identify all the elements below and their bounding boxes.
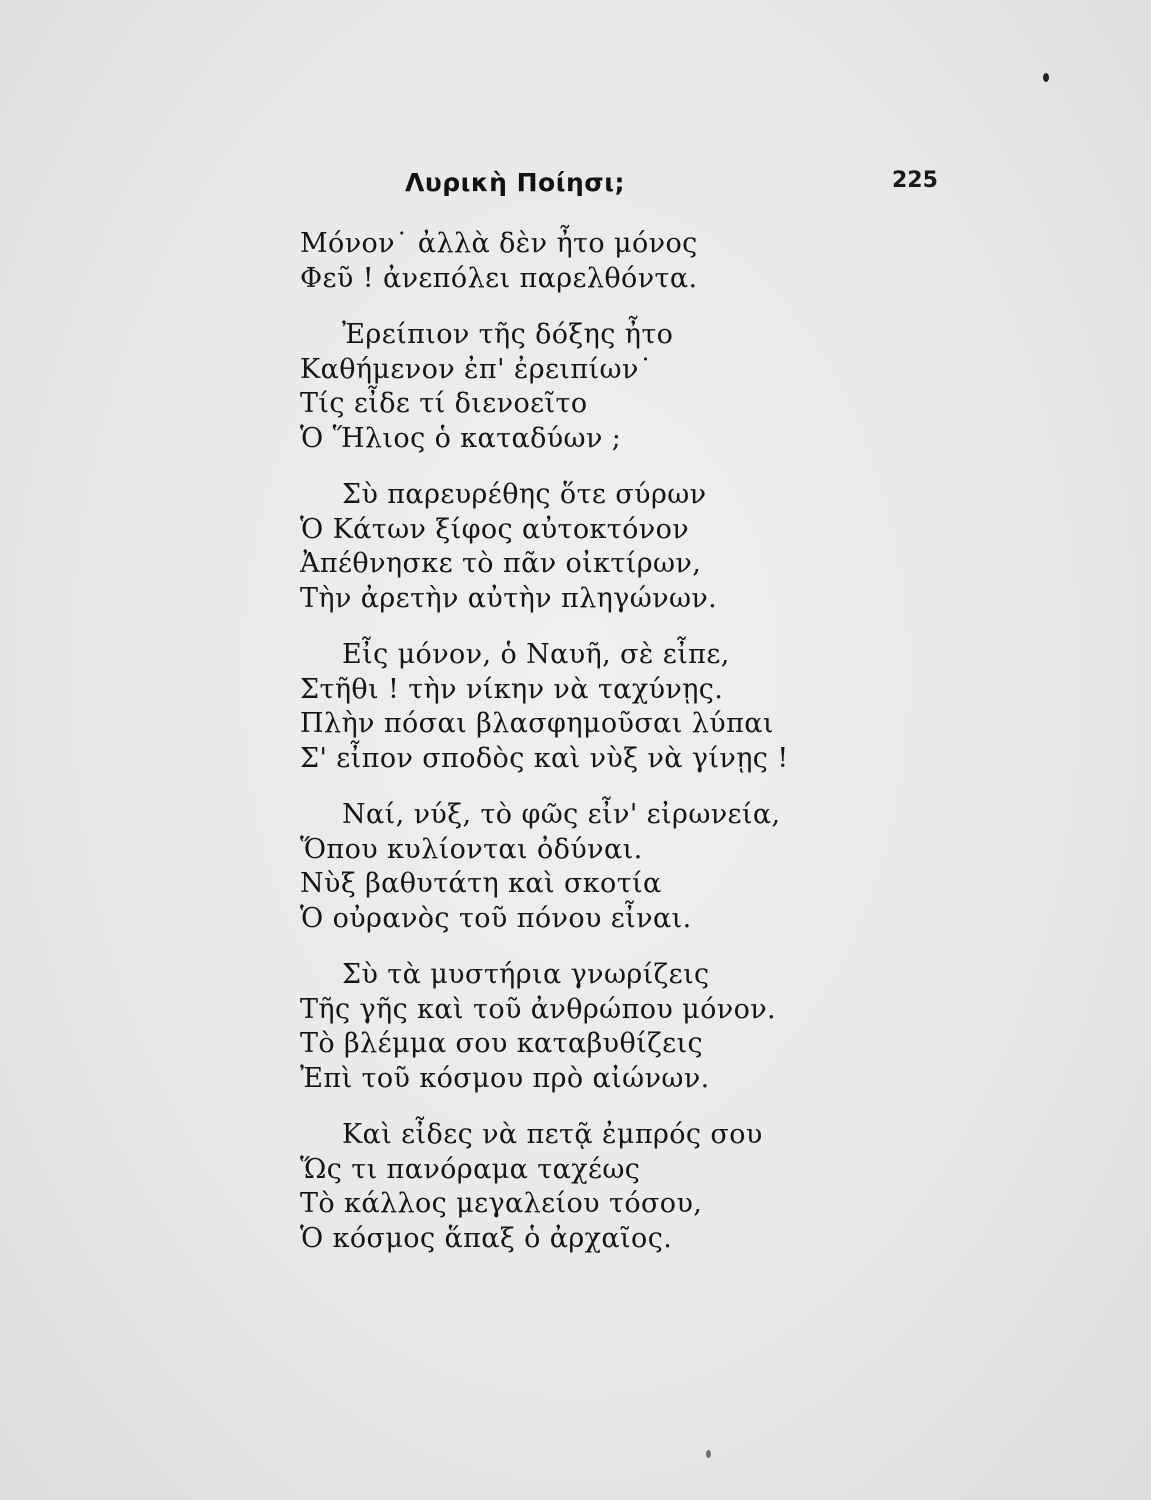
poem-line: Τῆς γῆς καὶ τοῦ ἀνθρώπου μόνον. [300, 993, 777, 1025]
stanza [300, 798, 781, 936]
stanza [300, 1118, 770, 1256]
poem [300, 227, 789, 1278]
poem-line: Εἶς μόνον, ὁ Ναυῆ, σὲ εἶπε, [342, 639, 730, 670]
poem-line: Ὁ Κάτων ξίφος αὐτοκτόνον [300, 513, 690, 545]
poem-line: Τὴν ἀρετὴν αὐτὴν πληγώνων. [300, 582, 718, 614]
poem-line: Φεῦ ! ἀνεπόλει παρελθόντα. [300, 262, 698, 294]
poem-line: Τὸ βλέμμα σου καταβυθίζεις [300, 1028, 704, 1059]
stanza [300, 638, 789, 776]
poem-line: Ὅπου κυλίονται ὀδύναι. [300, 833, 643, 865]
poem-line: Ἀπέθνησκε τὸ πᾶν οἰκτίρων, [300, 548, 702, 579]
poem-line: Καὶ εἶδες νὰ πετᾷ ἐμπρός σου [342, 1119, 763, 1150]
running-head-title: Λυρικὴ Ποίησι; [405, 168, 625, 197]
stanza [300, 318, 770, 456]
ink-speck [1043, 73, 1049, 82]
poem-line: Σ' εἶπον σποδὸς καὶ νὺξ νὰ γίνῃς ! [300, 742, 789, 774]
poem-line: Σὺ τὰ μυστήρια γνωρίζεις [342, 959, 710, 990]
poem-line: Τὸ κάλλος μεγαλείου τόσου, [300, 1188, 703, 1219]
poem-line: Στῆθι ! τὴν νίκην νὰ ταχύνῃς. [300, 673, 724, 705]
poem-line: Ἐπὶ τοῦ κόσμου πρὸ αἰώνων. [300, 1062, 710, 1094]
poem-line: Σὺ παρευρέθης ὅτε σύρων [342, 479, 707, 510]
stanza [300, 958, 777, 1096]
stanza [300, 227, 770, 296]
poem-line: Ἐρείπιον τῆς δόξης ἦτο [342, 319, 674, 350]
poem-line: Ὁ Ἥλιος ὁ καταδύων ; [300, 422, 622, 454]
poem-line: Πλὴν πόσαι βλασφημοῦσαι λύπαι [300, 708, 774, 739]
poem-line: Ὁ κόσμος ἅπαξ ὁ ἀρχαῖος. [300, 1222, 673, 1254]
stanza [300, 478, 770, 616]
poem-line: Καθήμενον ἐπ' ἐρειπίων˙ [300, 353, 653, 385]
page-number: 225 [892, 168, 938, 193]
poem-line: Νὺξ βαθυτάτη καὶ σκοτία [300, 868, 662, 899]
poem-line: Ναί, νύξ, τὸ φῶς εἶν' εἰρωνεία, [342, 799, 781, 830]
poem-line: Τίς εἶδε τί διενοεῖτο [300, 388, 588, 419]
poem-line: Ὁ οὐρανὸς τοῦ πόνου εἶναι. [300, 902, 692, 934]
poem-line: Ὥς τι πανόραμα ταχέως [300, 1153, 641, 1185]
ink-speck [706, 1450, 711, 1458]
poem-line: Μόνον˙ ἀλλὰ δὲν ἦτο μόνος [300, 228, 698, 259]
